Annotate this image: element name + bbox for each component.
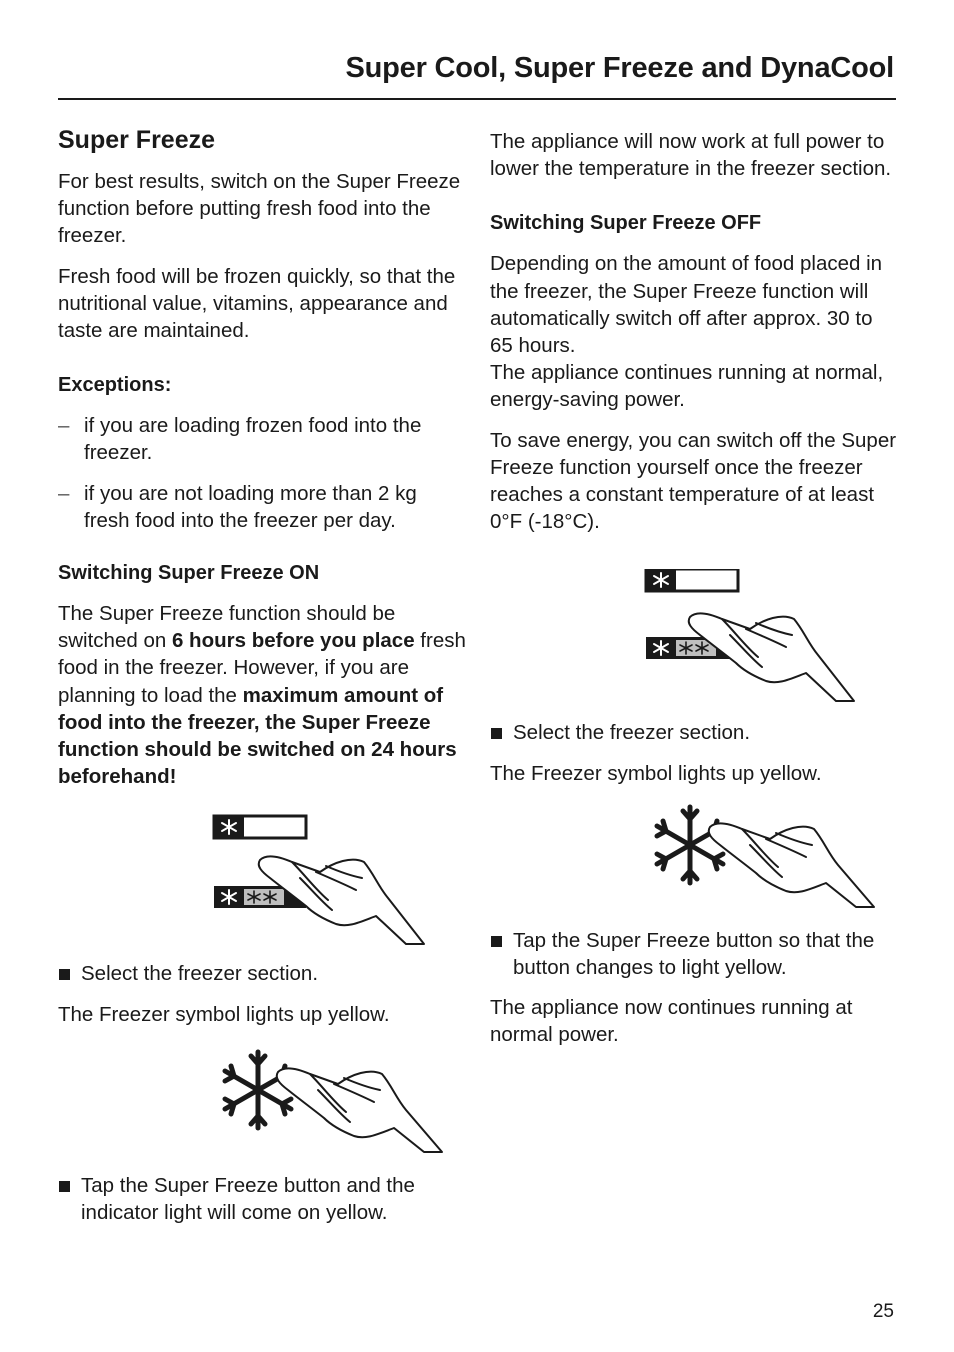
exception-item <box>58 480 466 534</box>
page-number: 25 <box>872 1301 894 1322</box>
intro-paragraph-2: Fresh food will be frozen quickly, so that the nutritional value, vitamins, appearance and taste are maintained. <box>58 264 456 343</box>
bullet-square <box>59 969 70 980</box>
step-text: Tap the Super Freeze button and the indicator light will come on yellow. <box>81 1173 415 1225</box>
switching-off-paragraph-2: To save energy, you can switch off the Super Freeze function yourself once the freezer reaches a constant temperature of at least 0°F (-18°C). <box>490 428 897 534</box>
full-power-paragraph: The appliance will now work at full power to lower the temperature in the freezer section. <box>490 130 892 181</box>
switching-off-paragraph-1 <box>490 250 900 413</box>
step-select-freezer <box>490 719 900 746</box>
step-tap-super-freeze <box>58 1172 466 1226</box>
section-heading-super-freeze: Super Freeze <box>58 126 216 154</box>
exception-text: if you are loading frozen food into the freezer. <box>84 414 422 465</box>
snowflake-icon <box>58 1042 466 1154</box>
off-text-line-a: Depending on the amount of food placed in the freezer, the Super Freeze function will automatically switch off after approx. 30 to 65 hours. <box>490 252 883 358</box>
on-text-part-2: fresh food in the freezer. However, if you are planning to load the <box>58 629 466 707</box>
switching-on-paragraph <box>58 600 466 790</box>
exception-item <box>58 412 466 466</box>
step-text: Select the freezer section. <box>81 962 319 986</box>
step-select-freezer <box>58 960 466 987</box>
on-text-bold-2: maximum amount of food into the freezer, the Super Freeze function should be switched on 24 hours beforehand! <box>58 683 457 789</box>
step-result: The Freezer symbol lights up yellow. <box>490 761 822 785</box>
display-panel-icon <box>58 810 466 950</box>
switching-off-heading: Switching Super Freeze OFF <box>490 212 762 235</box>
left-column <box>58 124 466 1239</box>
dash-marker: – <box>58 414 70 438</box>
on-text-bold-1: 6 hours before you place <box>171 629 415 653</box>
title-divider <box>58 98 896 100</box>
snowflake-icon <box>490 801 900 913</box>
step-text: Select the freezer section. <box>513 721 751 745</box>
snowflake-illustration <box>490 801 900 913</box>
snowflake-illustration <box>58 1042 466 1154</box>
bullet-square <box>59 1181 70 1192</box>
exception-text: if you are not loading more than 2 kg fresh food into the freezer per day. <box>84 481 417 532</box>
page-title: Super Cool, Super Freeze and DynaCool <box>345 52 894 84</box>
step-text: Tap the Super Freeze button so that the button changes to light yellow. <box>513 928 875 980</box>
hand-pointer-icon <box>709 823 874 907</box>
bullet-square <box>491 936 502 947</box>
step-result: The Freezer symbol lights up yellow. <box>58 1002 390 1026</box>
exceptions-heading: Exceptions: <box>58 374 172 397</box>
display-panel-icon <box>490 569 900 709</box>
hand-pointer-icon <box>277 1068 442 1152</box>
bullet-square <box>491 728 502 739</box>
intro-paragraph-1: For best results, switch on the Super Freeze function before putting fresh food into the freezer. <box>58 170 461 248</box>
switching-on-heading: Switching Super Freeze ON <box>58 562 320 585</box>
off-text-line-b: The appliance continues running at normal, energy-saving power. <box>490 361 884 412</box>
right-column <box>490 128 900 1062</box>
panel-illustration <box>58 810 466 960</box>
dash-marker: – <box>58 481 70 505</box>
on-text-part-1: The Super Freeze function should be switched on <box>58 602 396 653</box>
step-tap-super-freeze <box>490 927 900 981</box>
panel-illustration <box>490 569 900 719</box>
normal-power-paragraph: The appliance now continues running at normal power. <box>490 996 853 1047</box>
